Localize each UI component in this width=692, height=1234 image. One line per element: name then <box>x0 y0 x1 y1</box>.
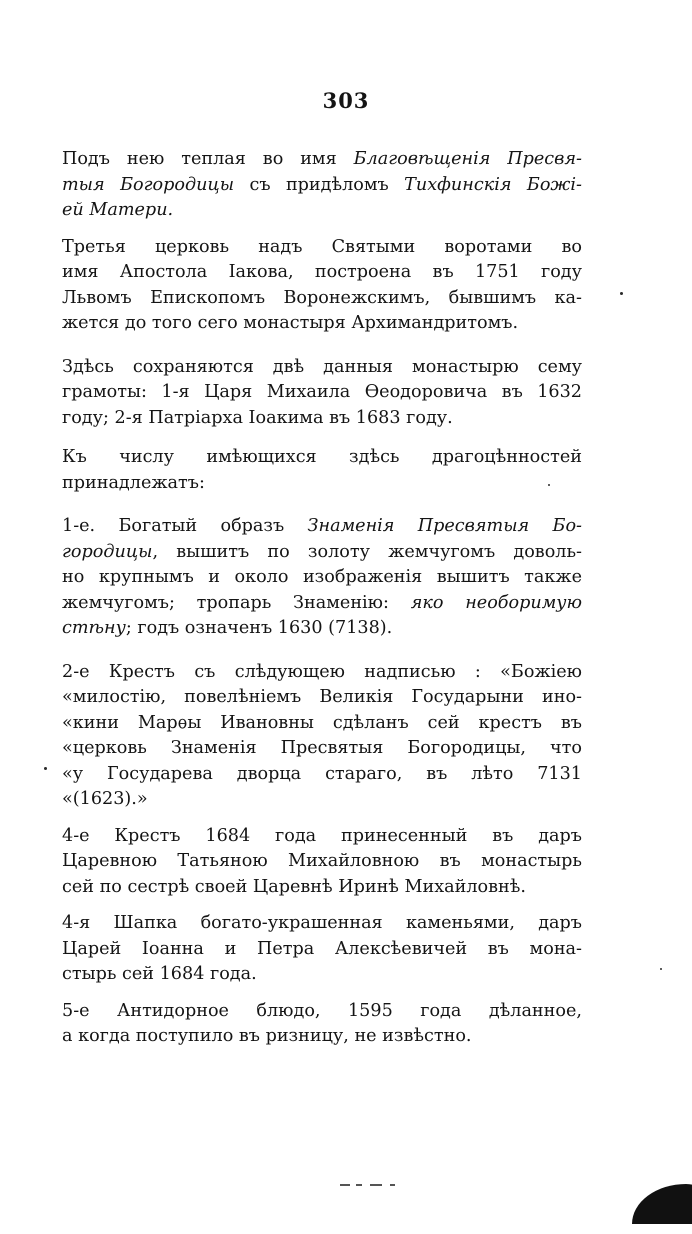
text-run: принадлежатъ: <box>62 472 205 493</box>
paragraph <box>62 660 582 813</box>
text-run: Царей Іоанна и Петра Алексѣевичей въ мона- <box>62 938 582 959</box>
text-run: Здѣсь сохраняются двѣ данныя монастырю сему <box>62 356 582 377</box>
text-run: жемчугомъ; тропарь Знаменію: <box>62 592 411 613</box>
text-run: «у Государева дворца стараго, въ лѣто 7131 <box>62 763 582 784</box>
text-run: сей по сестрѣ своей Царевнѣ Иринѣ Михайловнѣ. <box>62 876 526 897</box>
text-run: , вышитъ по золоту жемчугомъ доволь- <box>152 541 582 562</box>
text-line <box>62 911 582 937</box>
text-line <box>62 685 582 711</box>
text-run: съ придѣломъ <box>234 174 405 195</box>
text-line <box>62 937 582 963</box>
text-line <box>62 787 582 813</box>
paragraph <box>62 911 582 988</box>
text-line <box>62 173 582 199</box>
text-run: Третья церковь надъ Святыми воротами во <box>62 236 582 257</box>
text-run: 4-я Шапка богато-украшенная каменьями, даръ <box>62 913 582 933</box>
text-line <box>62 660 582 686</box>
paragraph <box>62 824 582 901</box>
text-line <box>62 849 582 875</box>
text-line <box>62 540 582 566</box>
page-body <box>62 136 582 1050</box>
italic-run: Благовѣщенія Пресвя- <box>353 149 582 169</box>
italic-run: городицы <box>62 541 153 562</box>
text-run: Царевною Татьяною Михайловною въ монастырь <box>62 851 582 871</box>
text-run: жется до того сего монастыря Архимандритомъ. <box>62 313 519 333</box>
text-line <box>62 260 582 286</box>
text-line <box>62 198 582 224</box>
scan-speck <box>660 968 662 970</box>
text-line <box>62 380 582 406</box>
text-line <box>62 311 582 337</box>
text-run: «милостію, повелѣніемъ Великія Государыни ино- <box>62 687 582 707</box>
text-line <box>62 286 582 312</box>
scan-speck <box>620 292 623 295</box>
text-line <box>62 711 582 737</box>
text-line <box>62 235 582 261</box>
text-run: ; годъ означенъ 1630 (7138). <box>125 618 393 638</box>
text-line <box>62 736 582 762</box>
text-run: году; 2-я Патріарха Іоакима въ 1683 году. <box>62 407 453 428</box>
text-line <box>62 471 582 497</box>
text-run: 1-е. Богатый образъ <box>62 516 308 536</box>
text-line <box>62 565 582 591</box>
text-line <box>62 616 582 642</box>
text-line <box>62 1024 582 1050</box>
paragraph <box>62 355 582 432</box>
paragraph <box>62 235 582 337</box>
text-run: грамоты: 1-я Царя Михаила Ѳеодоровича въ 1632 <box>62 382 582 402</box>
paragraph <box>62 445 582 496</box>
scan-speck <box>548 484 550 486</box>
text-run: 2-е Крестъ съ слѣдующею надписью : «Божіею <box>62 661 582 682</box>
italic-run: Тихфинскія Божі- <box>404 174 583 195</box>
italic-run: Знаменія Пресвятыя Бо- <box>307 516 582 536</box>
text-run: имя Апостола Іакова, построена въ 1751 году <box>62 262 582 282</box>
paragraph <box>62 147 582 224</box>
scan-speck <box>44 767 47 770</box>
text-line <box>62 147 582 173</box>
text-line <box>62 355 582 381</box>
paragraph <box>62 514 582 642</box>
italic-run: тыя Богородицы <box>62 174 235 195</box>
text-run: Львомъ Епископомъ Воронежскимъ, бывшимъ ка- <box>62 287 582 308</box>
text-line <box>62 999 582 1025</box>
text-line <box>62 445 582 471</box>
text-line <box>62 591 582 617</box>
text-run: «(1623).» <box>62 789 148 809</box>
text-line <box>62 824 582 850</box>
text-run: а когда поступило въ ризницу, не извѣстно. <box>62 1026 472 1046</box>
text-run: «церковь Знаменія Пресвятыя Богородицы, что <box>62 738 582 758</box>
text-run: 4-е Крестъ 1684 года принесенный въ даръ <box>62 825 582 846</box>
text-run: Къ числу имѣющихся здѣсь драгоцѣнностей <box>62 447 582 467</box>
italic-run: стѣну <box>62 618 126 638</box>
text-line <box>62 514 582 540</box>
italic-run: ей Матери. <box>62 200 174 220</box>
text-run: «кини Марѳы Ивановны сдѣланъ сей крестъ въ <box>62 712 582 733</box>
paragraph <box>62 999 582 1050</box>
text-run: но крупнымъ и около изображенія вышитъ также <box>62 567 582 587</box>
scan-dashes <box>340 1184 420 1187</box>
text-line <box>62 406 582 432</box>
scan-corner-shadow <box>632 1184 692 1224</box>
text-line <box>62 875 582 901</box>
text-line <box>62 962 582 988</box>
text-run: Подъ нею теплая во имя <box>62 149 354 169</box>
text-run: 5-е Антидорное блюдо, 1595 года дѣланное, <box>62 1000 582 1021</box>
text-run: стырь сей 1684 года. <box>62 964 257 984</box>
italic-run: яко необоримую <box>410 592 582 613</box>
text-line <box>62 762 582 788</box>
page-number: 303 <box>322 88 370 113</box>
